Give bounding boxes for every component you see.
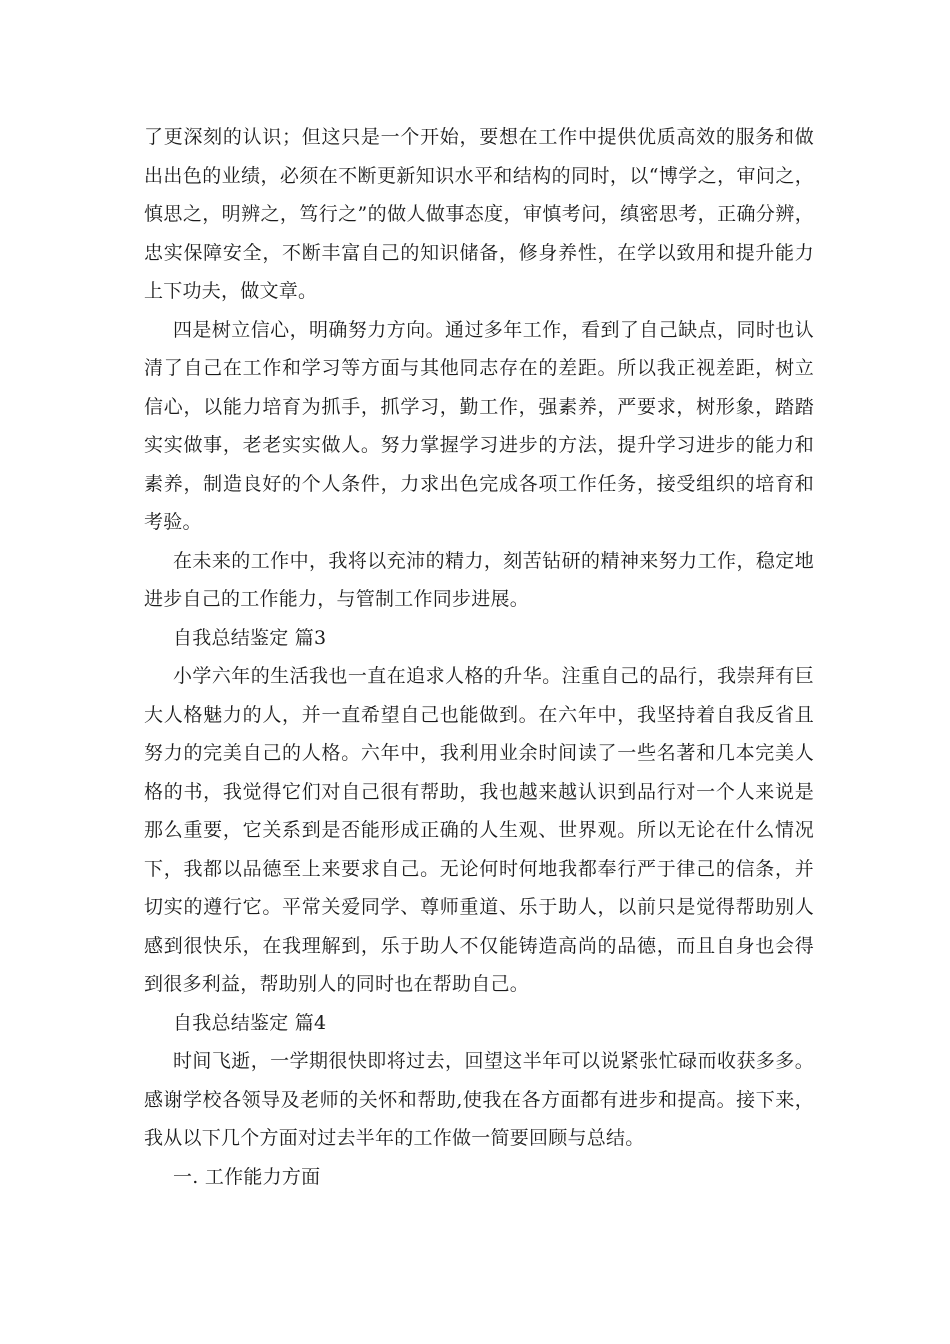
paragraph-3: 在未来的工作中，我将以充沛的精力，刻苦钻研的精神来努力工作，稳定地进步自己的工作能力，与管制工作同步进展。 [144, 549, 814, 610]
subheading-work-ability: 一. 工作能力方面 [173, 1165, 321, 1188]
paragraph-1: 了更深刻的认识；但这只是一个开始，要想在工作中提供优质高效的服务和做出出色的业绩，必须在不断更新知识水平和结构的同时，以“博学之，审问之，慎思之，明辨之，笃行之”的做人做事态度，审慎考问，缜密思考，正确分辨，忠实保障安全，不断丰富自己的知识储备，修身养性，在学以致用和提升能力上下功夫，做文章。 [144, 126, 814, 302]
section-heading-3: 自我总结鉴定 篇3 [173, 626, 327, 649]
section-heading-4: 自我总结鉴定 篇4 [173, 1011, 327, 1034]
paragraph-5: 时间飞逝，一学期很快即将过去，回望这半年可以说紧张忙碌而收获多多。感谢学校各领导及老师的关怀和帮助,使我在各方面都有进步和提高。接下来，我从以下几个方面对过去半年的工作做一简要回顾与总结。 [144, 1050, 814, 1149]
document-body [144, 118, 814, 1196]
paragraph-4: 小学六年的生活我也一直在追求人格的升华。注重自己的品行，我崇拜有巨大人格魅力的人，并一直希望自己也能做到。在六年中，我坚持着自我反省且努力的完美自己的人格。六年中，我利用业余时间读了一些名著和几本完美人格的书，我觉得它们对自己很有帮助，我也越来越认识到品行对一个人来说是那么重要，它关系到是否能形成正确的人生观、世界观。所以无论在什么情况下，我都以品德至上来要求自己。无论何时何地我都奉行严于律己的信条，并切实的遵行它。平常关爱同学、尊师重道、乐于助人，以前只是觉得帮助别人感到很快乐，在我理解到，乐于助人不仅能铸造高尚的品德，而且自身也会得到很多利益，帮助别人的同时也在帮助自己。 [144, 665, 814, 995]
paragraph-2: 四是树立信心，明确努力方向。通过多年工作，看到了自己缺点，同时也认清了自己在工作和学习等方面与其他同志存在的差距。所以我正视差距，树立信心，以能力培育为抓手，抓学习，勤工作，强素养，严要求，树形象，踏踏实实做事，老老实实做人。努力掌握学习进步的方法，提升学习进步的能力和素养，制造良好的个人条件，力求出色完成各项工作任务，接受组织的培育和考验。 [144, 318, 814, 533]
